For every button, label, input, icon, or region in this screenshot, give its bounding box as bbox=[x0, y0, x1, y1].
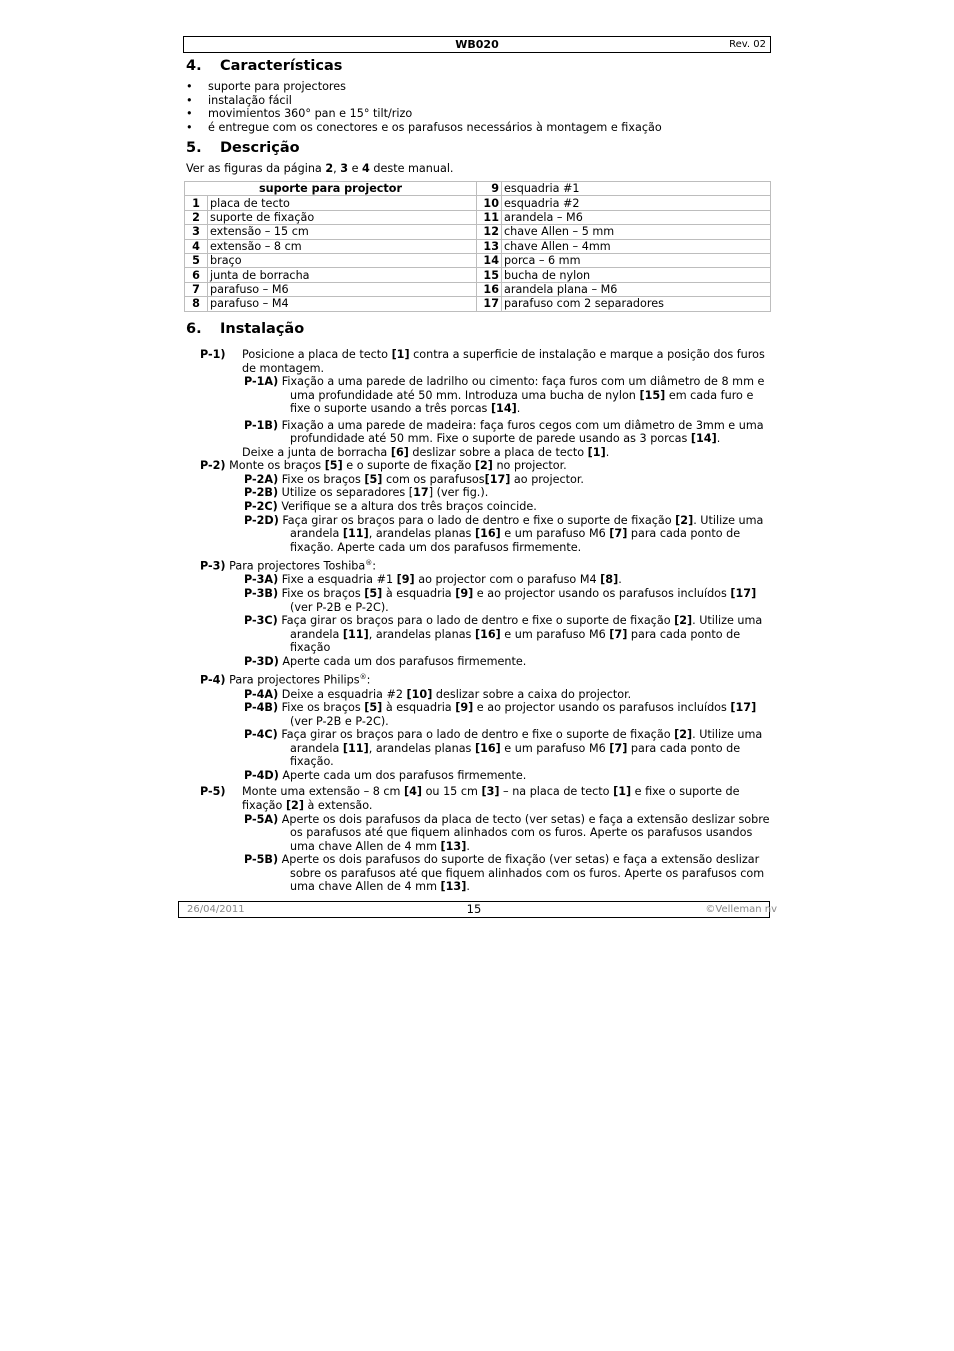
part-label: extensão – 8 cm bbox=[208, 239, 477, 253]
section-number: 5. bbox=[186, 140, 202, 156]
part-label: arandela – M6 bbox=[502, 210, 771, 224]
part-label: porca – 6 mm bbox=[502, 253, 771, 267]
step-p1-note: Deixe a junta de borracha [6] deslizar sobre a placa de tecto [1]. bbox=[242, 445, 610, 459]
section-title: Instalação bbox=[220, 321, 305, 337]
part-number: 8 bbox=[185, 297, 208, 311]
page-header bbox=[183, 36, 771, 53]
step-p2a: P-2A) Fixe os braços [5] com os parafusos[17] ao projector. bbox=[244, 472, 584, 486]
list-item: • instalação fácil bbox=[186, 94, 662, 108]
section-number: 6. bbox=[186, 321, 202, 337]
step-p3d: P-3D) Aperte cada um dos parafusos firmemente. bbox=[244, 654, 527, 668]
table-row bbox=[185, 297, 771, 311]
step-p5: P-5) Monte uma extensão – 8 cm [4] ou 15 cm [3] – na placa de tecto [1] e fixe o suporte de fixação [2] à extensão. bbox=[200, 785, 740, 812]
part-label: parafuso com 2 separadores bbox=[502, 297, 771, 311]
part-label: chave Allen – 4mm bbox=[502, 239, 771, 253]
step-p3: P-3) Para projectores Toshiba®: bbox=[200, 559, 377, 573]
part-label: parafuso – M4 bbox=[208, 297, 477, 311]
part-number: 13 bbox=[477, 239, 502, 253]
part-number: 5 bbox=[185, 253, 208, 267]
part-label: esquadria #2 bbox=[502, 196, 771, 210]
step-p1b: P-1B) Fixação a uma parede de madeira: faça furos cegos com um diâmetro de 3mm e uma profundidade até 50 mm. Fixe o suporte de parede usando as 3 porcas [14]. bbox=[244, 418, 764, 446]
part-number: 4 bbox=[185, 239, 208, 253]
part-number: 15 bbox=[477, 268, 502, 282]
part-number: 9 bbox=[477, 182, 502, 196]
part-label: esquadria #1 bbox=[502, 182, 771, 196]
part-label: chave Allen – 5 mm bbox=[502, 225, 771, 239]
part-number: 17 bbox=[477, 297, 502, 311]
section-5-heading bbox=[186, 140, 300, 156]
table-row bbox=[185, 182, 771, 196]
page-footer bbox=[178, 901, 777, 918]
step-p5a: P-5A) Aperte os dois parafusos da placa de tecto (ver setas) e faça a extensão deslizar sobre os parafusos até que fiquem alinhados com os furos. Aperte os parafusos usandos uma chave Allen de 4 mm [13]. bbox=[244, 812, 770, 853]
part-number: 7 bbox=[185, 282, 208, 296]
section-6-heading bbox=[186, 321, 304, 337]
part-number: 11 bbox=[477, 210, 502, 224]
step-p4: P-4) Para projectores Philips®: bbox=[200, 673, 371, 688]
installation-steps bbox=[200, 348, 770, 894]
table-header: suporte para projector bbox=[185, 182, 477, 196]
step-p4b: P-4B) Fixe os braços [5] à esquadria [9] e ao projector usando os parafusos incluídos [17] (ver P-2B e P-2C). bbox=[244, 701, 757, 728]
description-intro: Ver as figuras da página 2, 3 e 4 deste manual. bbox=[186, 162, 454, 175]
part-number: 14 bbox=[477, 253, 502, 267]
part-label: placa de tecto bbox=[208, 196, 477, 210]
list-item: • é entregue com os conectores e os parafusos necessários à montagem e fixação bbox=[186, 121, 662, 135]
step-p2b: P-2B) Utilize os separadores [17] (ver fig.). bbox=[244, 486, 489, 500]
table-row bbox=[185, 210, 771, 224]
step-p4a: P-4A) Deixe a esquadria #2 [10] deslizar sobre a caixa do projector. bbox=[244, 687, 632, 701]
step-p2: P-2) Monte os braços [5] e o suporte de fixação [2] no projector. bbox=[200, 459, 567, 473]
part-label: braço bbox=[208, 253, 477, 267]
table-row bbox=[185, 196, 771, 210]
part-number: 10 bbox=[477, 196, 502, 210]
part-label: parafuso – M6 bbox=[208, 282, 477, 296]
revision: Rev. 02 bbox=[729, 39, 766, 50]
step-p2c: P-2C) Verifique se a altura dos três braços coincide. bbox=[244, 500, 537, 514]
step-p3a: P-3A) Fixe a esquadria #1 [9] ao projector com o parafuso M4 [8]. bbox=[244, 573, 622, 587]
table-row bbox=[185, 268, 771, 282]
table-row bbox=[185, 239, 771, 253]
part-number: 1 bbox=[185, 196, 208, 210]
section-number: 4. bbox=[186, 58, 202, 74]
part-number: 12 bbox=[477, 225, 502, 239]
section-title: Descrição bbox=[220, 140, 300, 156]
step-p1a: P-1A) Fixação a uma parede de ladrilho ou cimento: faça furos com um diâmetro de 8 mm e uma profundidade até 50 mm. Introduza uma bucha de nylon [15] em cada furo e fixe o suporte usando a três porcas [14]. bbox=[244, 375, 765, 416]
part-number: 2 bbox=[185, 210, 208, 224]
parts-table bbox=[184, 181, 771, 312]
step-p2d: P-2D) Faça girar os braços para o lado de dentro e fixe o suporte de fixação [2]. Utilize uma arandela [11], arandelas planas [16] e um parafuso M6 [7] para cada ponto de fixação. Aperte cada um dos parafusos firmemente. bbox=[244, 513, 764, 554]
step-p1: P-1) Posicione a placa de tecto [1] contra a superficie de instalação e marque a posição dos furos de montagem. bbox=[200, 348, 765, 375]
part-label: arandela plana – M6 bbox=[502, 282, 771, 296]
page-number: 15 bbox=[466, 902, 482, 916]
part-number: 6 bbox=[185, 268, 208, 282]
table-row bbox=[185, 225, 771, 239]
part-label: bucha de nylon bbox=[502, 268, 771, 282]
model-number: WB020 bbox=[455, 38, 499, 51]
step-p4d: P-4D) Aperte cada um dos parafusos firmemente. bbox=[244, 768, 527, 782]
part-label: extensão – 15 cm bbox=[208, 225, 477, 239]
step-p3b: P-3B) Fixe os braços [5] à esquadria [9] e ao projector usando os parafusos incluídos [17] (ver P-2B e P-2C). bbox=[244, 587, 757, 614]
step-p4c: P-4C) Faça girar os braços para o lado de dentro e fixe o suporte de fixação [2]. Utilize uma arandela [11], arandelas planas [16] e um parafuso M6 [7] para cada ponto de fixação. bbox=[244, 728, 763, 769]
part-label: junta de borracha bbox=[208, 268, 477, 282]
list-item: • movimientos 360° pan e 15° tilt/rizo bbox=[186, 107, 662, 121]
footer-copyright: ©Velleman nv bbox=[705, 904, 777, 915]
footer-date: 26/04/2011 bbox=[187, 904, 245, 915]
table-row bbox=[185, 282, 771, 296]
part-number: 16 bbox=[477, 282, 502, 296]
features-list bbox=[186, 80, 662, 134]
step-p3c: P-3C) Faça girar os braços para o lado de dentro e fixe o suporte de fixação [2]. Utilize uma arandela [11], arandelas planas [16] e um parafuso M6 [7] para cada ponto de fixação bbox=[244, 614, 763, 655]
table-row bbox=[185, 253, 771, 267]
part-label: suporte de fixação bbox=[208, 210, 477, 224]
list-item: • suporte para projectores bbox=[186, 80, 662, 94]
step-p5b: P-5B) Aperte os dois parafusos do suporte de fixação (ver setas) e faça a extensão deslizar sobre os parafusos até que fiquem alinhados com os furos. Aperte os parafusos com uma chave Allen de 4 mm [13]. bbox=[244, 853, 765, 894]
section-title: Características bbox=[220, 58, 343, 74]
section-4-heading bbox=[186, 58, 342, 74]
part-number: 3 bbox=[185, 225, 208, 239]
